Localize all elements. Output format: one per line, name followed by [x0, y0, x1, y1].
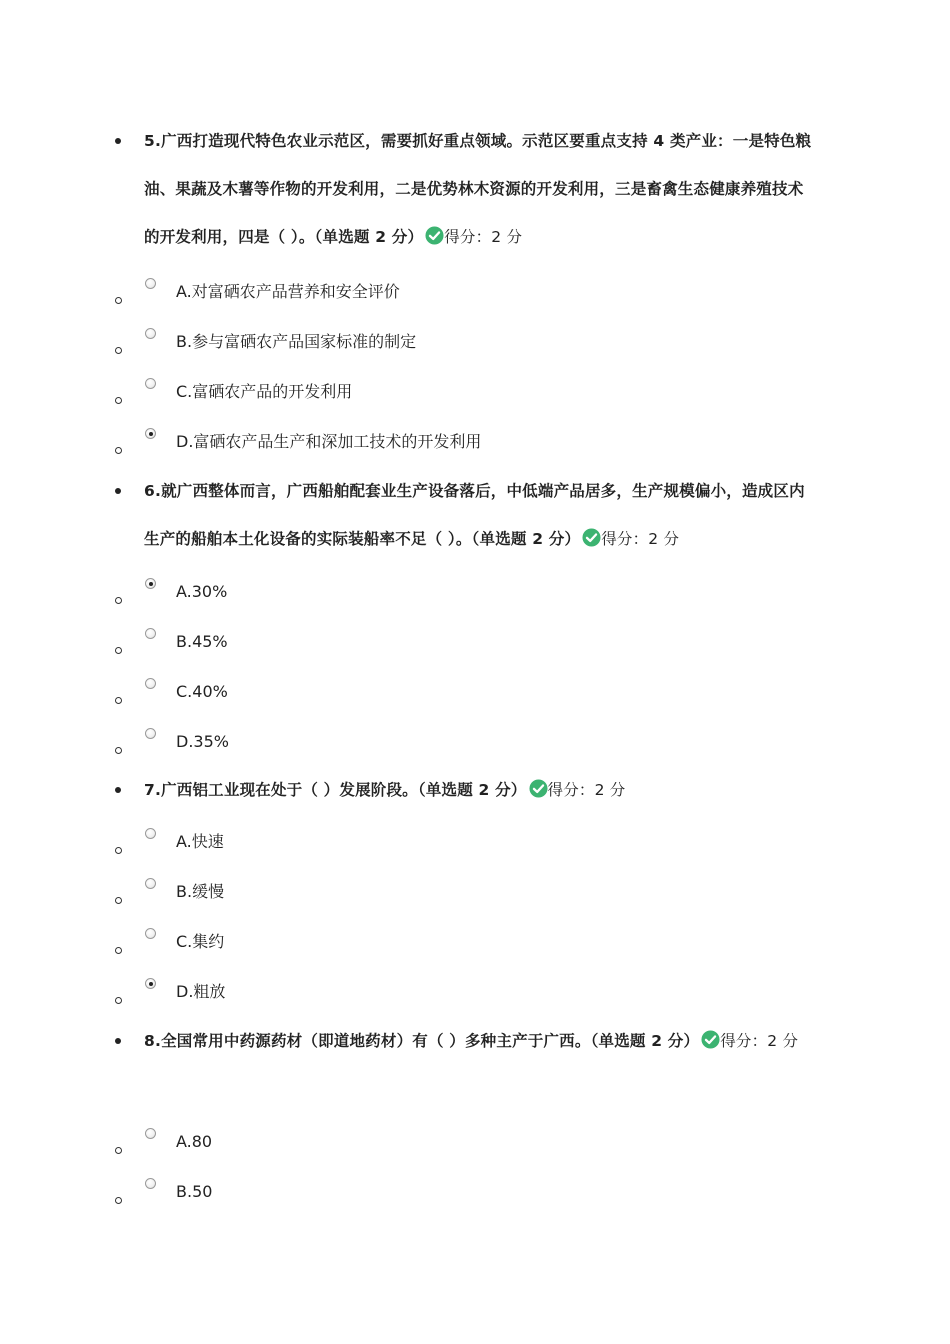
option-bullet	[115, 397, 122, 404]
radio-icon-selected[interactable]	[145, 428, 156, 439]
option-bullet	[115, 747, 122, 754]
question-text	[144, 1017, 814, 1065]
radio-icon[interactable]	[145, 728, 156, 739]
radio-icon[interactable]	[145, 828, 156, 839]
option-bullet	[115, 897, 122, 904]
radio-icon[interactable]	[145, 328, 156, 339]
option-q6-b[interactable]	[0, 628, 950, 668]
option-q7-c[interactable]	[0, 928, 950, 968]
option-label: B.45%	[176, 632, 228, 651]
option-bullet	[115, 697, 122, 704]
option-label: C.集约	[176, 932, 225, 951]
radio-icon-selected[interactable]	[145, 578, 156, 589]
score-text: 得分：2 分	[720, 1032, 799, 1050]
option-q6-d[interactable]	[0, 728, 950, 768]
option-bullet	[115, 1197, 122, 1204]
radio-icon[interactable]	[145, 1178, 156, 1189]
question-bullet	[115, 138, 121, 144]
score-text: 得分：2 分	[547, 781, 626, 799]
option-q5-b[interactable]	[0, 328, 950, 368]
radio-icon-selected[interactable]	[145, 978, 156, 989]
check-circle-icon	[582, 528, 601, 547]
option-label: A.快速	[176, 832, 224, 851]
question-stem: 5.广西打造现代特色农业示范区，需要抓好重点领域。示范区要重点支持 4 类产业：一是特色粮油、果蔬及木薯等作物的开发利用，二是优势林木资源的开发利用，三是畜禽生态健康养殖技术的开发利用，四是（ ）。（单选题 2 分）	[144, 132, 812, 246]
score-text: 得分：2 分	[601, 530, 680, 548]
radio-icon[interactable]	[145, 878, 156, 889]
check-circle-icon	[529, 779, 548, 798]
option-label: D.粗放	[176, 982, 226, 1001]
option-q7-d[interactable]	[0, 978, 950, 1018]
option-label: D.35%	[176, 732, 229, 751]
option-label: C.40%	[176, 682, 228, 701]
check-circle-icon	[425, 226, 444, 245]
score-text: 得分：2 分	[444, 228, 523, 246]
option-label: B.参与富硒农产品国家标准的制定	[176, 332, 417, 351]
option-q5-c[interactable]	[0, 378, 950, 418]
question-text	[144, 117, 814, 261]
option-q7-b[interactable]	[0, 878, 950, 918]
option-q6-a[interactable]	[0, 578, 950, 618]
radio-icon[interactable]	[145, 278, 156, 289]
option-label: B.缓慢	[176, 882, 225, 901]
option-bullet	[115, 947, 122, 954]
option-label: B.50	[176, 1182, 213, 1201]
option-bullet	[115, 447, 122, 454]
question-stem: 8.全国常用中药源药材（即道地药材）有（ ）多种主产于广西。（单选题 2 分）	[144, 1032, 700, 1050]
option-label: C.富硒农产品的开发利用	[176, 382, 353, 401]
radio-icon[interactable]	[145, 1128, 156, 1139]
question-text	[144, 467, 814, 563]
option-bullet	[115, 997, 122, 1004]
check-circle-icon	[701, 1030, 720, 1049]
radio-icon[interactable]	[145, 928, 156, 939]
option-q6-c[interactable]	[0, 678, 950, 718]
option-label: A.30%	[176, 582, 228, 601]
option-bullet	[115, 297, 122, 304]
question-bullet	[115, 787, 121, 793]
option-bullet	[115, 647, 122, 654]
option-bullet	[115, 1147, 122, 1154]
question-stem: 7.广西铝工业现在处于（ ）发展阶段。（单选题 2 分）	[144, 781, 527, 799]
option-q5-d[interactable]	[0, 428, 950, 468]
option-bullet	[115, 597, 122, 604]
question-bullet	[115, 488, 121, 494]
question-bullet	[115, 1038, 121, 1044]
question-stem: 6.就广西整体而言，广西船舶配套业生产设备落后，中低端产品居多，生产规模偏小，造成区内生产的船舶本土化设备的实际装船率不足（ ）。（单选题 2 分）	[144, 482, 805, 548]
option-q7-a[interactable]	[0, 828, 950, 868]
radio-icon[interactable]	[145, 628, 156, 639]
question-text	[144, 766, 814, 814]
radio-icon[interactable]	[145, 378, 156, 389]
option-q5-a[interactable]	[0, 278, 950, 318]
radio-icon[interactable]	[145, 678, 156, 689]
option-q8-b[interactable]	[0, 1178, 950, 1218]
option-label: A.80	[176, 1132, 213, 1151]
option-bullet	[115, 347, 122, 354]
option-bullet	[115, 847, 122, 854]
option-q8-a[interactable]	[0, 1128, 950, 1168]
option-label: A.对富硒农产品营养和安全评价	[176, 282, 400, 301]
option-label: D.富硒农产品生产和深加工技术的开发利用	[176, 432, 482, 451]
